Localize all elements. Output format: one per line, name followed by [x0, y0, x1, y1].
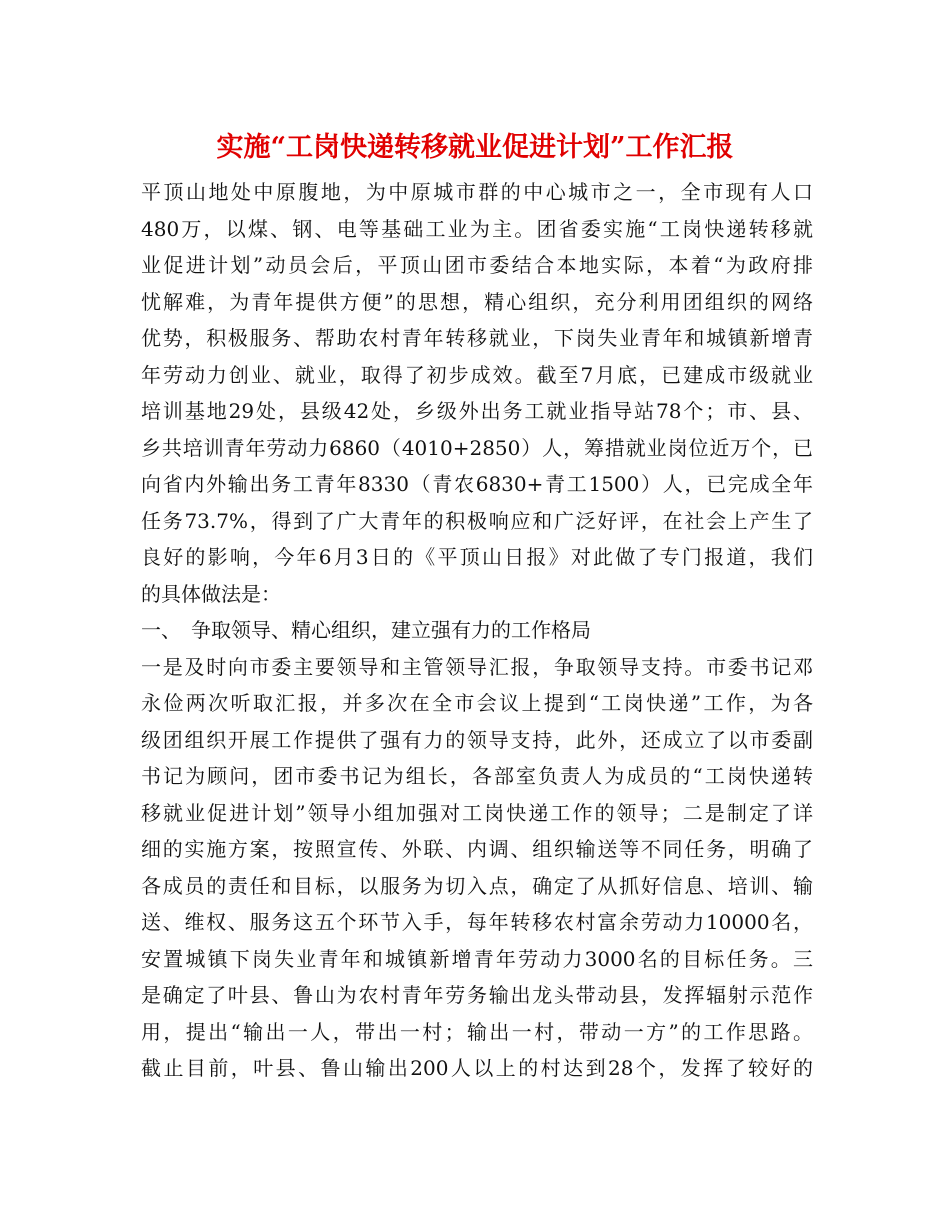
body-line-17: 书记为顾问，团市委书记为组长，各部室负责人为成员的“工岗快递转 — [141, 764, 813, 788]
body-line-25: 截止目前，叶县、鲁山输出200人以上的村达到28个，发挥了较好的 — [141, 1056, 813, 1080]
body-line-5: 优势，积极服务、帮助农村青年转移就业，下岗失业青年和城镇新增青 — [141, 326, 813, 350]
body-line-11: 良好的影响，今年6月3日的《平顶山日报》对此做了专门报道，我们 — [141, 545, 813, 569]
body-line-6: 年劳动力创业、就业，取得了初步成效。截至7月底，已建成市级就业 — [141, 362, 813, 387]
document-title: 实施“工岗快递转移就业促进计划”工作汇报 — [216, 132, 734, 163]
body-line-19: 细的实施方案，按照宣传、外联、内调、组织输送等不同任务，明确了 — [141, 837, 813, 861]
body-line-12: 的具体做法是： — [141, 581, 281, 606]
body-line-7: 培训基地29处，县级42处，乡级外出务工就业指导站78个；市、县、 — [141, 399, 813, 423]
body-line-10: 任务73.7%，得到了广大青年的积极响应和广泛好评，在社会上产生了 — [141, 508, 813, 533]
body-line-2: 480万，以煤、钢、电等基础工业为主。团省委实施“工岗快递转移就 — [141, 216, 813, 241]
body-line-16: 级团组织开展工作提供了强有力的领导支持，此外，还成立了以市委副 — [141, 727, 813, 752]
body-line-9: 向省内外输出务工青年8330（青农6830+青工1500）人，已完成全年 — [141, 472, 813, 496]
body-line-8: 乡共培训青年劳动力6860（4010+2850）人，筹措就业岗位近万个，已 — [141, 435, 813, 460]
body-line-23: 是确定了叶县、鲁山为农村青年劳务输出龙头带动县，发挥辐射示范作 — [141, 983, 813, 1007]
body-line-18: 移就业促进计划”领导小组加强对工岗快递工作的领导；二是制定了详 — [141, 800, 813, 825]
body-line-3: 业促进计划”动员会后，平顶山团市委结合本地实际，本着“为政府排 — [141, 253, 813, 277]
body-line-24: 用，提出“输出一人，带出一村；输出一村，带动一方”的工作思路。 — [141, 1019, 813, 1044]
body-line-1: 平顶山地处中原腹地，为中原城市群的中心城市之一，全市现有人口 — [141, 180, 813, 204]
body-line-22: 安置城镇下岗失业青年和城镇新增青年劳动力3000名的目标任务。三 — [141, 946, 813, 971]
section-heading-1: 一、 争取领导、精心组织，建立强有力的工作格局 — [141, 618, 591, 642]
body-line-14: 一是及时向市委主要领导和主管领导汇报，争取领导支持。市委书记邓 — [141, 654, 813, 679]
document-body — [141, 174, 813, 1087]
body-line-20: 各成员的责任和目标，以服务为切入点，确定了从抓好信息、培训、输 — [141, 873, 813, 898]
body-line-21: 送、维权、服务这五个环节入手，每年转移农村富余劳动力10000名， — [141, 910, 813, 934]
body-line-15: 永俭两次听取汇报，并多次在全市会议上提到“工岗快递”工作，为各 — [141, 691, 813, 715]
body-line-4: 忧解难，为青年提供方便”的思想，精心组织，充分利用团组织的网络 — [141, 289, 813, 314]
